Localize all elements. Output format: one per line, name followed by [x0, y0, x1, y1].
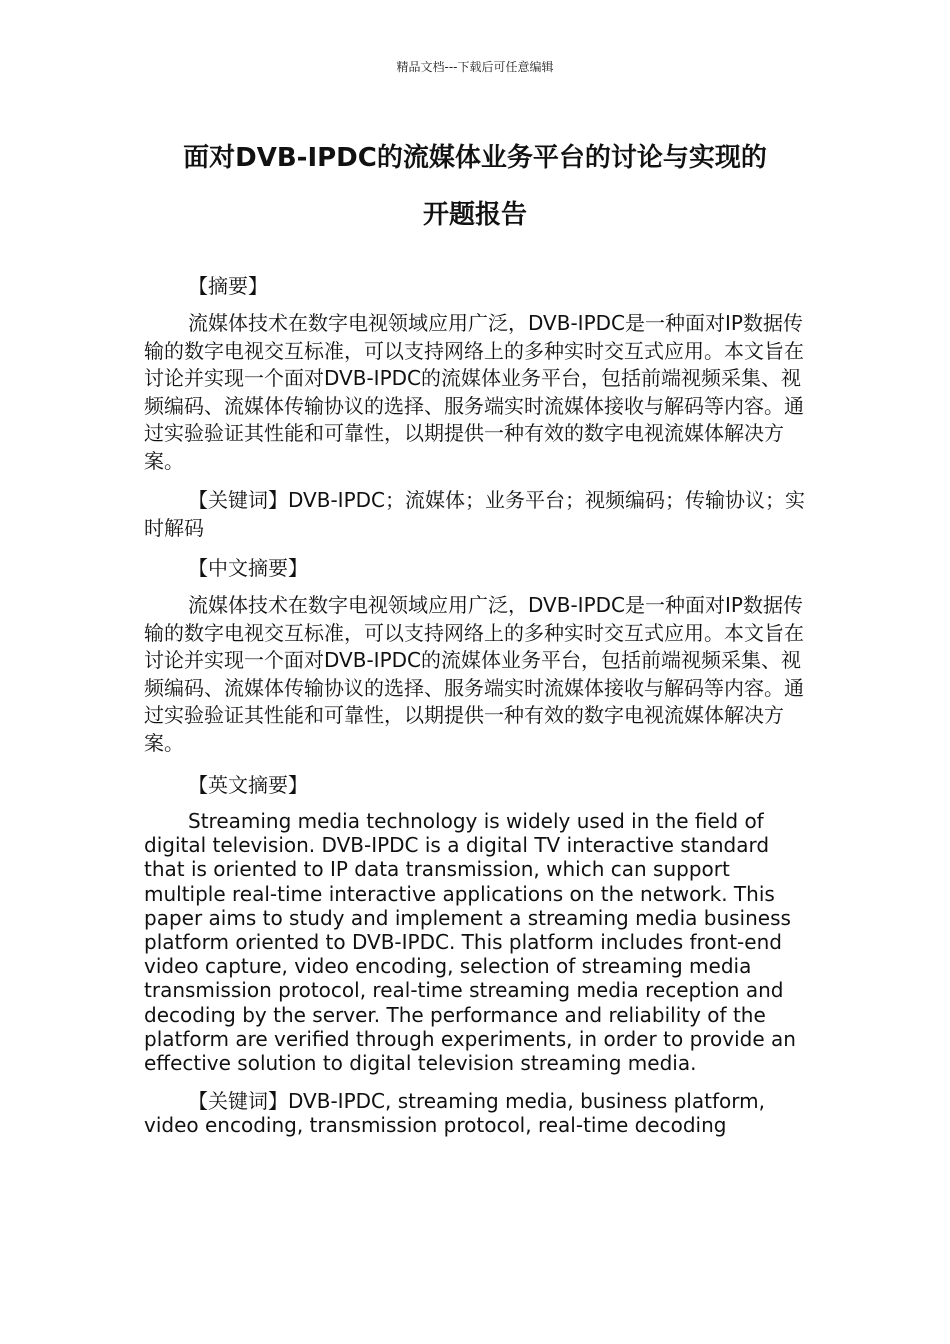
keywords-cn: 【关键词】DVB-IPDC；流媒体；业务平台；视频编码；传输协议；实时解码 [144, 488, 805, 540]
abstract-paragraph: 流媒体技术在数字电视领域应用广泛，DVB-IPDC是一种面对IP数据传输的数字电视交互标准，可以支持网络上的多种实时交互式应用。本文旨在讨论并实现一个面对DVB-IPDC的流媒体业务平台，包括前端视频采集、视频编码、流媒体传输协议的选择、服务端实时流媒体接收与解码等内容。通过实验验证其性能和可靠性，以期提供一种有效的数字电视流媒体解决方案。 [144, 311, 804, 473]
cn-abstract-paragraph: 流媒体技术在数字电视领域应用广泛，DVB-IPDC是一种面对IP数据传输的数字电视交互标准，可以支持网络上的多种实时交互式应用。本文旨在讨论并实现一个面对DVB-IPDC的流媒体业务平台，包括前端视频采集、视频编码、流媒体传输协议的选择、服务端实时流媒体接收与解码等内容。通过实验验证其性能和可靠性，以期提供一种有效的数字电视流媒体解决方案。 [144, 593, 804, 755]
keywords-en: 【关键词】DVB-IPDC, streaming media, business platform, video encoding, transmission protocol, real-time decoding [144, 1089, 765, 1138]
abstract-heading: 【摘要】 [188, 274, 268, 298]
en-abstract-heading: 【英文摘要】 [188, 773, 308, 797]
page-header: 精品文档---下载后可任意编辑 [396, 60, 554, 74]
cn-abstract-heading: 【中文摘要】 [188, 556, 308, 580]
en-abstract-paragraph: Streaming media technology is widely used in the field of digital television. DVB-IPDC is a digital TV interactive standard that is oriented to IP data transmission, which can support multiple real-time interactive applications on the network. This paper aims to study and implement a streaming media business platform oriented to DVB-IPDC. This platform includes front-end video capture, video encoding, selection of streaming media transmission protocol, real-time streaming media reception and decoding by the server. The performance and reliability of the platform are verified through experiments, in order to provide an effective solution to digital television streaming media. [144, 809, 796, 1076]
title-line-2: 开题报告 [422, 200, 527, 230]
document-body [144, 270, 806, 1138]
document-title [100, 130, 850, 244]
title-line-1: 面对DVB-IPDC的流媒体业务平台的讨论与实现的 [183, 143, 767, 173]
